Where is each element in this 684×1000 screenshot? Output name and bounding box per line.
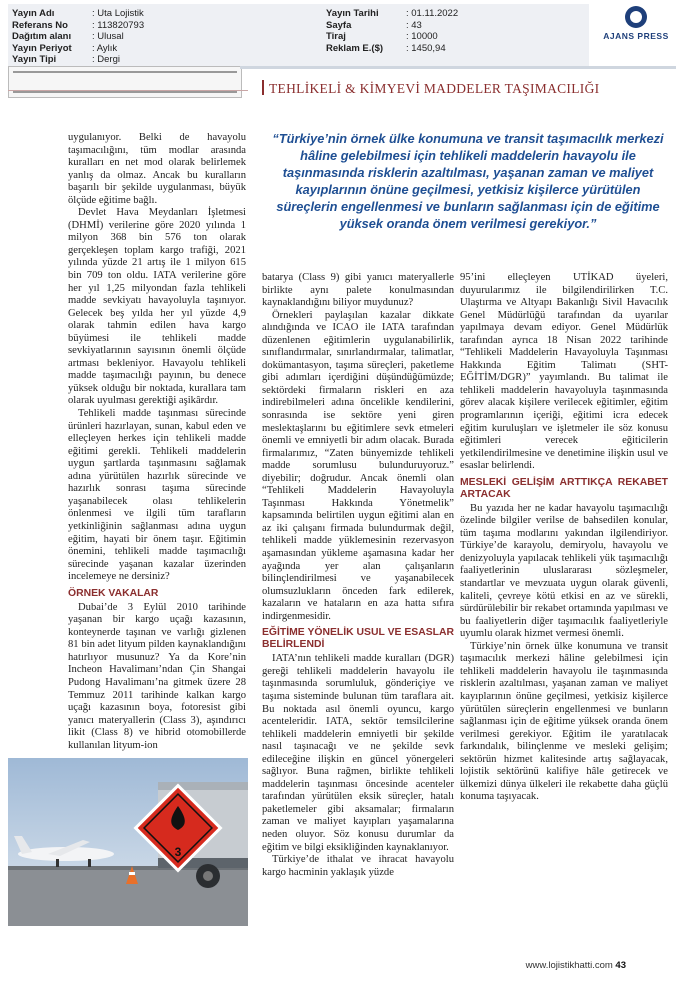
subheading: MESLEKİ GELİŞİM ARTTIKÇA REKABET ARTACAK — [460, 476, 668, 500]
header-value: : 10000 — [406, 31, 438, 42]
header-label: Yayın Tipi — [12, 54, 57, 65]
header-value: : 113820793 — [92, 19, 145, 31]
header-label: Sayfa — [326, 19, 352, 31]
header-label: Yayın Tarihi — [326, 8, 379, 19]
subheading: EĞİTİME YÖNELİK USUL VE ESASLAR BELİRLENDİ — [262, 627, 454, 651]
header-row — [12, 8, 144, 20]
paragraph: 95’ini elleçleyen UTİKAD üyeleri, duyurularımız ile bilgilendirilirken T.C. Ulaştırma ve Altyapı Bakanlığı Sivil Havacılık Genel Müdürlüğü tarafından da uyarılar yapılmaya devam ediyor. Genel Müdürlük tarafından ayrıca 18 Nisan 2022 tarihinde “Tehlikeli Maddelerin Havayoluyla Taşınması Hakkında Eğitim Talimatı (SHT-EĞİTİM/DGR)” yayımlandı. Bu talimat ile tehlikeli maddelerin havayoluyla taşınmasında görev alacak kişilere verilecek eğitimler, eğitim programlarının içeriği, eğitimi icra edecek eğitim kuruluşları ve işletmeler ile söz konusu eğitimleri verecek eğiticilerin yetkilendirilmesine ve denetimine ilişkin usul ve esaslar belirlendi. — [460, 272, 668, 472]
paragraph: IATA’nın tehlikeli madde kuralları (DGR) gereği tehlikeli maddelerin havayolu ile taşınmasında sorumluluk, gönderiçiye ve taşıma sisteminde bulunan tüm taraflara ait. Bu noktada asıl önemli oyuncu, kargo acenteleridir. IATA, sektör temsilcilerine tehlikeli maddelerin emniyetli bir şekilde nasıl taşınacağı ve ne şekilde sevk edileceğine ilişkin en güncel yönergeleri sağlıyor. Buna rağmen, birlikte tehlikeli maddelerin taşınması öncesinde acenteler tarafından yürütülen eksik süreçler, hatalı paketlemeler gibi aksamalar; firmaların zaman ve maliyet kayıpları yaşamalarına neden oluyor. Söz konusu durumlar da eğitim ve bilgi eksikliğinden kaynaklanıyor. — [262, 653, 454, 853]
header-value: : 43 — [406, 19, 422, 31]
header-label: Tiraj — [326, 31, 346, 42]
header-row — [326, 8, 458, 20]
pull-quote: “Türkiye’nin örnek ülke konumuna ve transit taşımacılık merkezi hâline gelebilmesi için tehlikeli maddelerin havayolu ile taşınmasında risklerin azaltılması, yaşanan zaman ve maliyet kayıplarının önüne geçilmesi, yetkisiz kişilerce yürütülen süreçlerin engellenmesi ve bunların sağlanması için de eğitime yüksek oranda önem verilmesi gerekiyor.” — [272, 131, 664, 231]
section-title: TEHLİKELİ & KİMYEVİ MADDELER TAŞIMACILIĞI — [262, 80, 599, 97]
header-label: Yayın Adı — [12, 8, 55, 19]
placard-class-number: 3 — [174, 845, 182, 859]
header-row — [326, 20, 458, 32]
logo-text: AJANS PRESS — [603, 31, 669, 41]
title-rule — [8, 90, 248, 91]
page-footer — [526, 960, 626, 971]
header-row — [326, 43, 458, 55]
paragraph: Dubai’de 3 Eylül 2010 tarihinde yaşanan bir kargo uçağı kazasının, konteynerde taşınan ve varlığı gizlenen 81 bin adet lityum pilden kaynaklandığını hatırlıyor musunuz? Ya da Kore’nin Incheon Havalimanı’ndan Çin Shangai Pudong Havalimanı’na gitmek üzere 28 Temmuz 2011 tarihinde kalkan kargo uçağı kazasının boya, fotoresist gibi yanıcı materyallerin (Class 3), aşındırıcı likit (Class 8) ve hibrid otomobillerde kullanılan lityum-ion — [68, 601, 246, 751]
barcode-icon — [9, 67, 241, 97]
article-column-2 — [262, 272, 454, 879]
barcode-strip — [8, 66, 242, 98]
header-row — [12, 31, 144, 43]
header-value: : Dergi — [92, 54, 120, 65]
page-number: 43 — [615, 960, 626, 971]
article-column-1 — [68, 132, 246, 752]
header-row — [12, 20, 144, 32]
subheading: ÖRNEK VAKALAR — [68, 587, 159, 599]
paragraph: uygulanıyor. Belki de havayolu taşımacılığını, tüm modlar arasında kuralları en net mod olarak belirlemek yanlış da olmaz. Ancak bu kuralların başarılı bir şekilde uygulanması, büyük ölçüde eğitime bağlı. — [68, 132, 246, 206]
paragraph: Türkiye’de ithalat ve ihracat havayolu kargo hacminin yaklaşık yüzde — [262, 854, 454, 878]
paragraph: batarya (Class 9) gibi yanıcı materyallerle birlikte aynı palete konulmasından kaynaklandığını biliyor muydunuz? — [262, 272, 454, 309]
header-label: Reklam E.($) — [326, 42, 384, 54]
header-left-column — [12, 8, 144, 66]
header-value: : Uta Lojistik — [92, 8, 144, 19]
header-label: Referans No — [12, 19, 68, 31]
paragraph: Tehlikeli madde taşınması sürecinde ürünleri hazırlayan, sunan, kabul eden ve elleçleyen herkes için tehlikeli madde eğitimi gerekli. Tehlikeli maddelerin uygun şartlarda taşınmasını sağlamak adına yürütülen hazırlık sürecinde ve hazırlık sonrası taşıma sürecinde yaşanabilecek olası tehlikelerin önlenmesi ve ilgili tüm tarafların yetkinliğinin sağlanması adına uygun eğitim, hayati bir önem taşır. Eğitimin önemini, tehlikeli madde taşımacılığı sürecinde yaşanan kazalar üzerinden incelemeye ne dersiniz? — [68, 408, 246, 583]
ajans-press-logo — [596, 6, 676, 62]
paragraph: Bu yazıda her ne kadar havayolu taşımacılığı özelinde bilgiler verilse de bahsedilen konular, tüm taşıma modlarını yakından ilgilendiriyor. Türkiye’de karayolu, demiryolu, havayolu ve denizyoluyla yapılacak tehlikeli yük taşımacılığı faaliyetlerinin uluslararası sözleşmeler, standartlar ve mevzuata uygun olarak güvenli, kaliteli, çevreye kötü etkisi en az ve sürekli, sürdürülebilir bir rekabet ortamında yapılması ve bu faaliyetlerin diğer taşımacılık faaliyetleriyle uyumlu olarak hizmet vermesi önemli. — [460, 502, 668, 640]
paragraph: Örnekleri paylaşılan kazalar dikkate alındığında ve ICAO ile IATA tarafından düzenlenen eğitimlerin uygulanabilirlik, sınıflandırmalar, sınırlandırmalar, talimatlar, dokümantasyon, taşıma süreçleri, paketleme gibi adımları içerdiğini düşündüğümüzde; sektördeki firmaların riskleri en aza indirebilmeleri adına öncelikle kendilerini, sonrasında ise sektöre yeni giren meslektaşlarını bu eğitimlere sevk etmeleri önemli ve emniyetli bir adım olacak. Burada firmalarımız, “Zaten bünyemizde tehlikeli madde sorumlusu bulunduruyoruz.” diyebilir; doğrudur. Ancak önemli olan “Tehlikeli Maddelerin Havayoluyla Taşınması Hakkında Yönetmelik” kapsamında belirtilen uygun eğitimi alan en az iki çalışanı firmada bulundurmak değil, tehlikeli madde yüklemesinin rezervasyon aşamasından yükleme aşamasına kadar her ayağında yer alan çalışanların bilinçlendirilmesi ve yaşanabilecek olumsuzlukların önceden fark edilerek, kazaların ve hataların en aza hatta sıfıra indirgenmesidir. — [262, 309, 454, 622]
header-row — [12, 54, 144, 66]
header-label: Dağıtım alanı — [12, 31, 72, 42]
header-info-panel — [8, 4, 589, 66]
logo-mark-icon — [625, 6, 647, 28]
footer-site-link[interactable]: www.lojistikhatti.com — [525, 960, 613, 971]
header-label: Yayın Periyot — [12, 42, 72, 54]
header-divider — [240, 66, 676, 69]
header-value: : Ulusal — [92, 31, 124, 42]
header-row — [12, 43, 144, 55]
header-right-column — [326, 8, 458, 54]
header-value: : 01.11.2022 — [406, 8, 459, 19]
header-value: : Aylık — [92, 42, 118, 54]
article-photo — [8, 758, 248, 926]
hazmat-truck-airport-illustration — [8, 758, 248, 926]
paragraph: Türkiye’nin örnek ülke konumuna ve transit taşımacılık merkezi hâline gelebilmesi için tehlikeli maddelerin havayolu ile taşınmasında risklerin azaltılması, yaşanan zaman ve maliyet kayıplarının önüne geçilmesi, yetkisiz kişilerce yürütülen süreçlerin engellenmesi ve bunların sağlanması için de eğitime yüksek oranda önem verilmesi gerekiyor. Eğitim ile yaratılacak farkındalık, bilinçlenme ve mesleki gelişim; sektörün hizmet kalitesinde artış sağlayacak, lojistik sektörünü kalifiye hâle getirecek ve ülkemizi dünya ülkeleri ile rekabette daha güçlü konuma taşıyacak. — [460, 640, 668, 803]
paragraph: Devlet Hava Meydanları İşletmesi (DHMİ) verilerine göre 2020 yılında 1 milyon 368 bin 576 ton olarak gerçekleşen toplam kargo trafiği, 2021 yılında yüzde 21 artış ile 1 milyon 615 bin 709 ton oldu. IATA verilerine göre her yıl 1,25 milyondan fazla tehlikeli madde sevkiyatı havayoluyla taşınıyor. Gelecek beş yılda her yıl yüzde 4,9 olarak tahmin edilen hava kargo büyümesi ile tehlikeli madde sevkiyatlarının sayısının önemli ölçüde artması bekleniyor. Havayolu tehlikeli madde taşımacılığı payının, bu denece yüksek olduğu bir noktada, kurallara tam olarak uyulması gerektiği aşikârdır. — [68, 207, 246, 407]
article-column-3 — [460, 272, 668, 804]
header-value: : 1450,94 — [406, 42, 446, 54]
header-row — [326, 31, 458, 43]
